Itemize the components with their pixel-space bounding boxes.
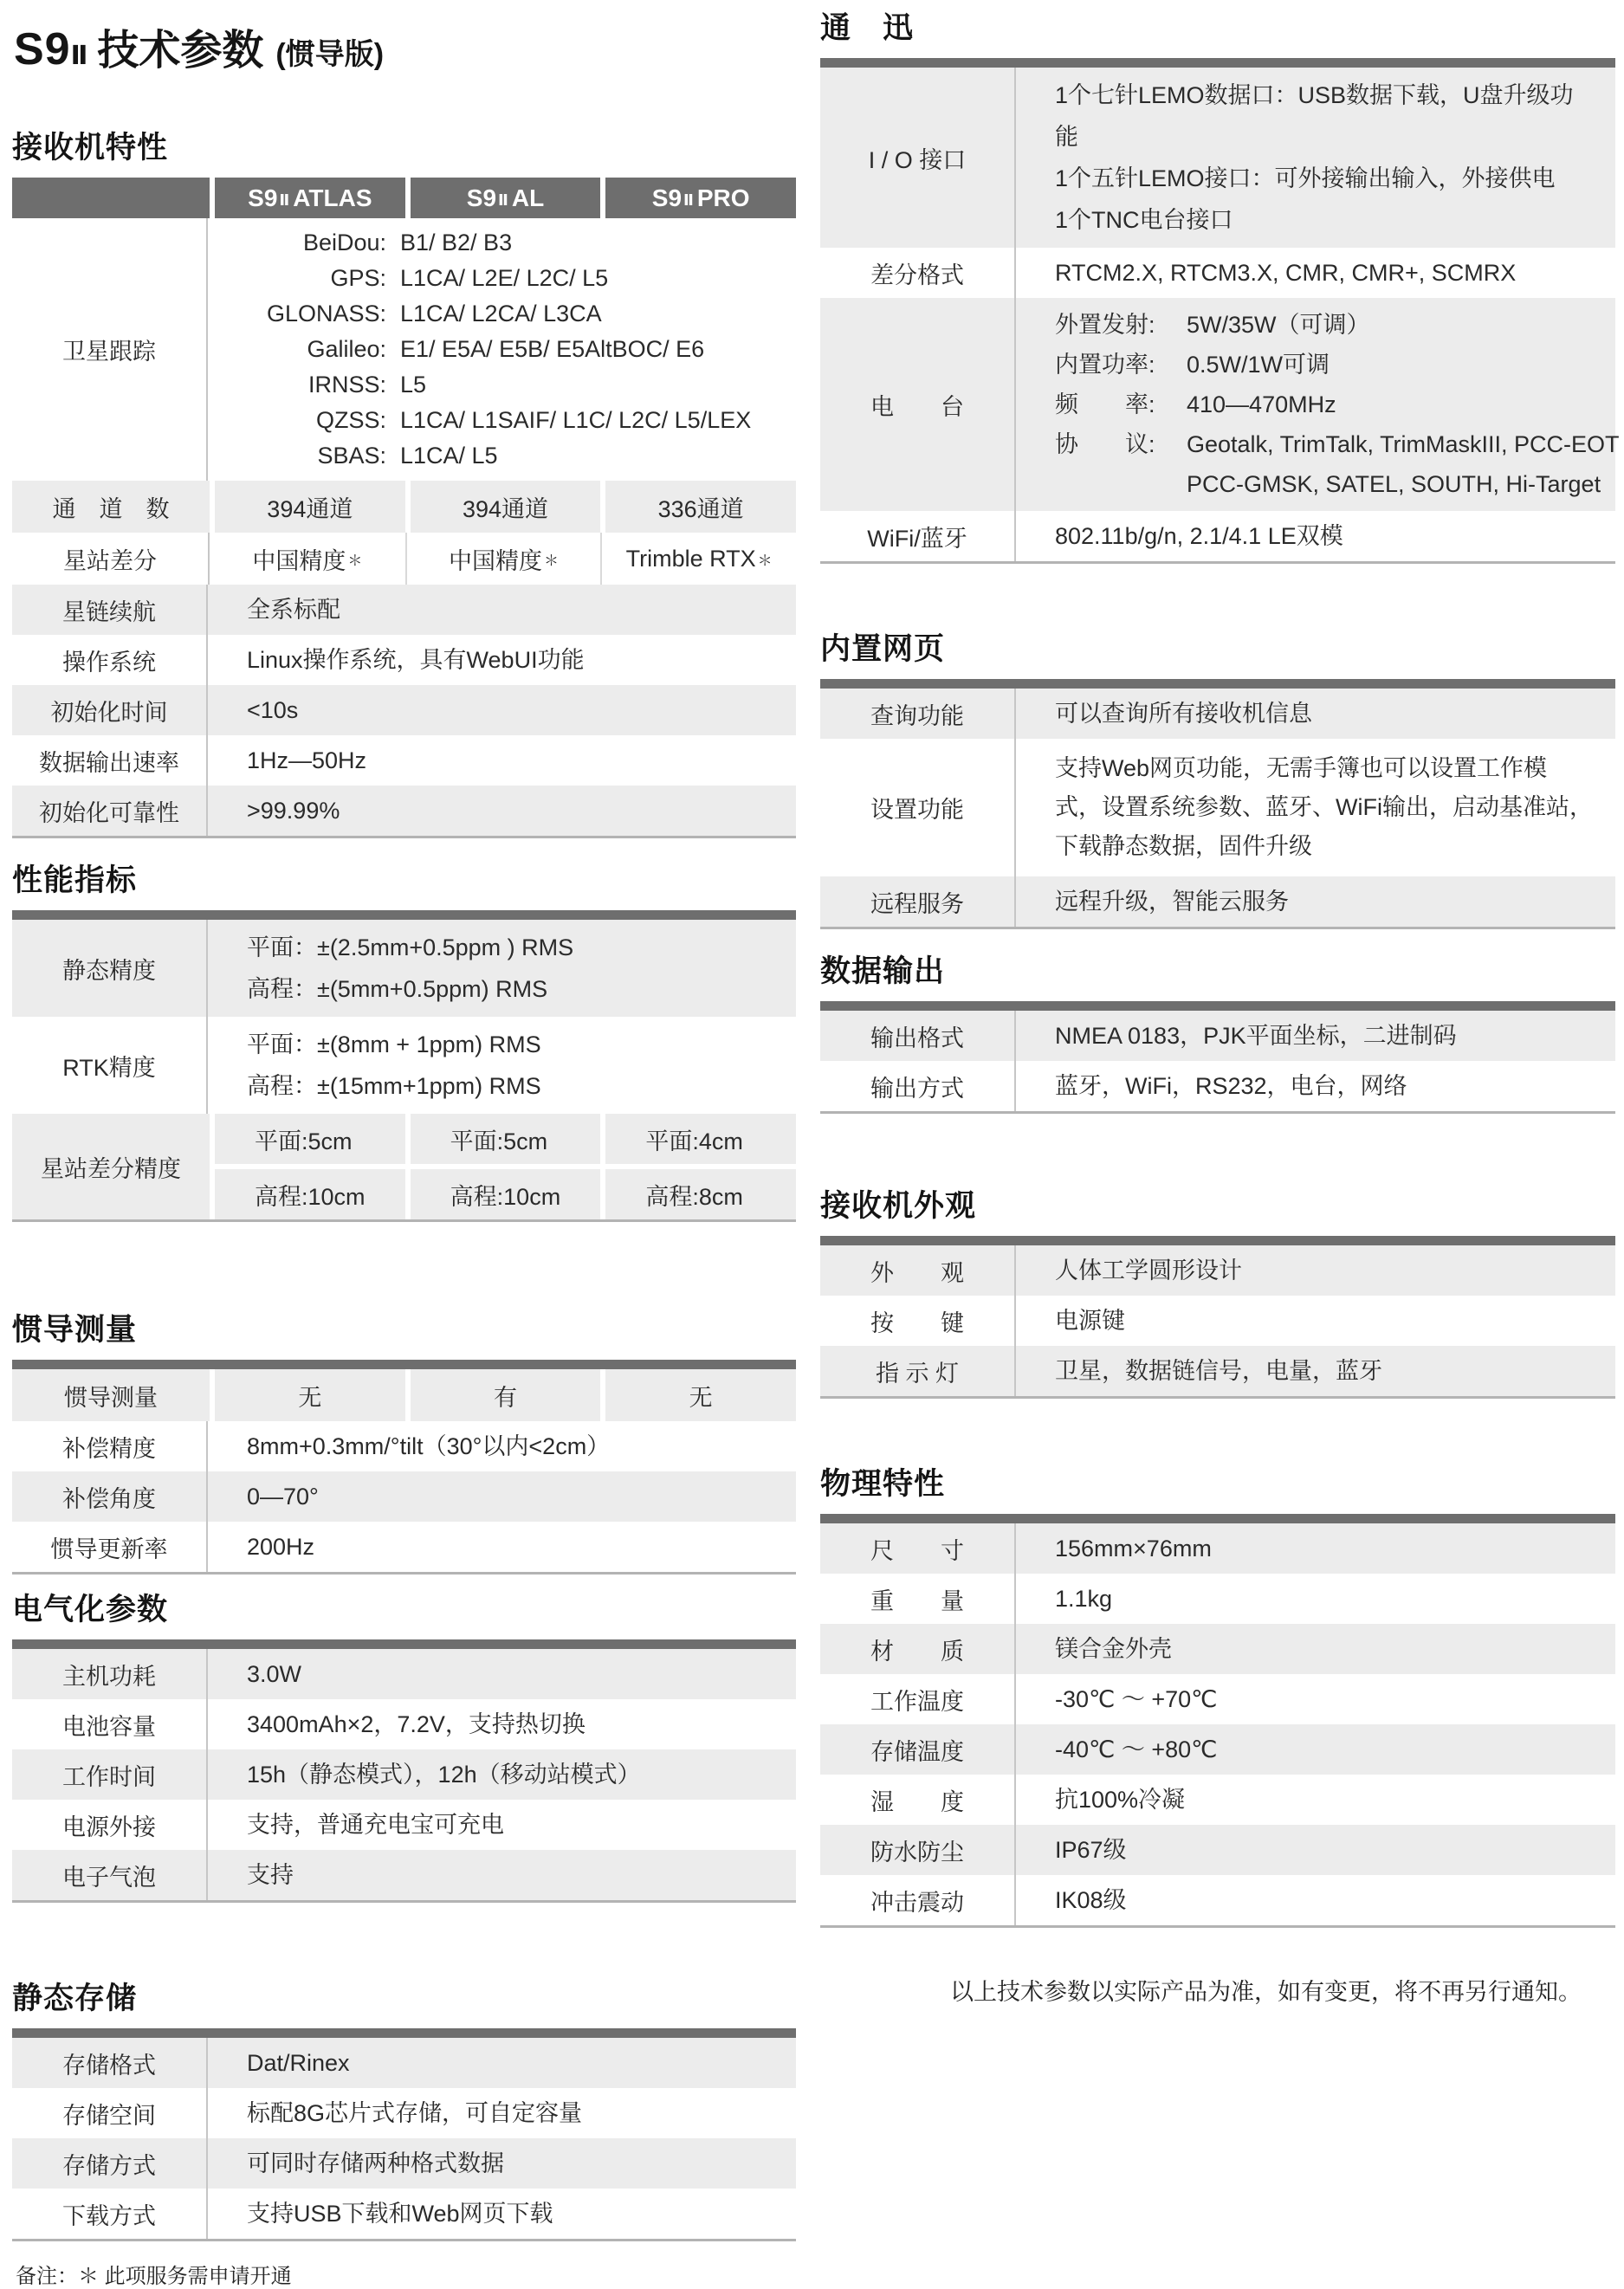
radio-spec-value: Geotalk, TrimTalk, TrimMaskIII, PCC-EOT <box>1187 431 1620 457</box>
page-title <box>14 24 796 81</box>
satellite-frequencies: B1/ B2/ B3 <box>400 230 513 255</box>
section-rule <box>820 1236 1615 1245</box>
model-generation: Ⅱ <box>683 191 694 209</box>
section-rule <box>12 910 796 920</box>
right-sections <box>820 10 1620 1928</box>
spec-row <box>820 1523 1615 1574</box>
spec-row <box>820 1875 1615 1925</box>
spec-table <box>12 920 796 1222</box>
satellite-line <box>241 261 787 296</box>
row-label: 电子气泡 <box>12 1850 208 1900</box>
spec-table <box>12 1649 796 1903</box>
spec-row <box>12 1699 796 1749</box>
spec-row <box>820 1674 1615 1724</box>
spec-row <box>820 298 1620 511</box>
spec-row <box>12 585 796 635</box>
satellite-line <box>241 438 787 474</box>
row-value: 1Hz—50Hz <box>247 747 367 773</box>
value-cell: 平面:4cm <box>605 1114 796 1164</box>
satellite-system: GLONASS: <box>266 301 386 327</box>
radio-spec-value: 5W/35W（可调） <box>1187 312 1370 338</box>
row-label: 冲击震动 <box>820 1875 1016 1925</box>
row-value: 15h（静态模式），12h（移动站模式） <box>247 1762 641 1788</box>
value-cell <box>405 533 601 585</box>
spec-table <box>12 1369 796 1574</box>
section-rule <box>820 1514 1615 1523</box>
value-cell: 高程:8cm <box>605 1169 796 1219</box>
row-value: 3400mAh×2，7.2V，支持热切换 <box>247 1711 586 1737</box>
radio-spec-key <box>1055 464 1187 504</box>
spec-section <box>820 631 1615 929</box>
row-label: 补偿精度 <box>12 1421 208 1471</box>
satellite-system: SBAS: <box>317 443 386 469</box>
section-heading: 静态存储 <box>12 1982 138 2015</box>
left-column <box>12 10 796 2289</box>
value-cell: 高程:10cm <box>215 1169 405 1219</box>
row-label: 远程服务 <box>820 876 1016 927</box>
column-header <box>215 178 405 218</box>
model-name: S9 <box>248 184 278 211</box>
spec-table <box>820 689 1615 929</box>
model-suffix: ATLAS <box>293 184 372 211</box>
right-column <box>820 10 1620 2289</box>
row-label: 存储方式 <box>12 2138 208 2189</box>
row-label: 通 道 数 <box>12 481 210 533</box>
left-sections <box>12 130 796 2241</box>
row-value: 200Hz <box>247 1534 315 1560</box>
row-label: 材 质 <box>820 1624 1016 1674</box>
spec-table <box>820 68 1620 564</box>
spec-row <box>820 68 1615 248</box>
spec-row <box>12 1017 796 1114</box>
section-heading: 惯导测量 <box>12 1313 138 1347</box>
spec-row <box>12 533 796 585</box>
spec-row <box>820 689 1615 739</box>
spec-table <box>820 1011 1615 1114</box>
footnote-star: ＊ <box>347 552 363 569</box>
row-value: 可以查询所有接收机信息 <box>1055 701 1312 727</box>
row-value: 人体工学圆形设计 <box>1055 1258 1242 1284</box>
row-value: 802.11b/g/n, 2.1/4.1 LE双模 <box>1055 523 1343 549</box>
radio-spec-value: 410—470MHz <box>1187 391 1336 417</box>
row-label: 惯导测量 <box>12 1369 210 1421</box>
section-rule <box>820 58 1615 68</box>
row-value: 0—70° <box>247 1484 319 1510</box>
model-name: S9 <box>466 184 497 211</box>
row-label: 重 量 <box>820 1574 1016 1624</box>
cell-text: 394通道 <box>462 495 549 522</box>
row-label: 数据输出速率 <box>12 735 208 786</box>
row-label: 电源外接 <box>12 1800 208 1850</box>
satellite-frequencies: E1/ E5A/ E5B/ E5AltBOC/ E6 <box>400 336 705 362</box>
spec-section <box>820 1466 1615 1928</box>
table-header-row <box>12 178 796 218</box>
radio-spec-value: PCC-GMSK, SATEL, SOUTH, Hi-Target <box>1187 471 1601 497</box>
spec-section <box>12 1312 796 1574</box>
spec-table <box>12 218 796 838</box>
spec-row <box>820 248 1615 298</box>
row-value: 电源键 <box>1055 1308 1125 1334</box>
row-value: Linux操作系统，具有WebUI功能 <box>247 647 585 673</box>
radio-spec-value: 0.5W/1W可调 <box>1187 352 1330 378</box>
row-value: 支持 <box>247 1862 294 1888</box>
value-line: 1个TNC电台接口 <box>1055 207 1233 233</box>
row-value: 标配8G芯片式存储，可自定容量 <box>247 2100 583 2126</box>
value-cell <box>600 533 796 585</box>
column-header-blank <box>12 178 210 218</box>
row-value: >99.99% <box>247 798 340 824</box>
row-value: 3.0W <box>247 1661 302 1687</box>
row-value: IK08级 <box>1055 1887 1127 1913</box>
row-label: I / O 接口 <box>820 68 1016 248</box>
cell-text: 有 <box>493 1384 517 1411</box>
section-heading: 接收机特性 <box>12 131 169 165</box>
spec-row <box>12 2088 796 2138</box>
value-line: 高程：±(15mm+1ppm) RMS <box>247 1073 541 1099</box>
row-value: RTCM2.X, RTCM3.X, CMR, CMR+, SCMRX <box>1055 260 1517 286</box>
value-line: 1个七针LEMO数据口：USB数据下载，U盘升级功能 <box>1055 82 1574 150</box>
row-value: -30℃ ～ +70℃ <box>1055 1686 1218 1712</box>
value-cell <box>215 481 405 533</box>
satellite-frequencies: L1CA/ L1SAIF/ L1C/ L2C/ L5/LEX <box>400 407 752 433</box>
section-heading: 物理特性 <box>820 1467 946 1501</box>
row-label: 初始化时间 <box>12 685 208 735</box>
spec-row <box>12 920 796 1017</box>
row-label: 输出方式 <box>820 1061 1016 1111</box>
satellite-line <box>241 332 787 367</box>
row-value: 蓝牙，WiFi，RS232，电台，网络 <box>1055 1073 1407 1099</box>
radio-spec-key: 内置功率: <box>1055 352 1155 378</box>
section-rule <box>12 2028 796 2038</box>
cell-text: 无 <box>298 1384 322 1411</box>
value-cell: 高程:10cm <box>411 1169 601 1219</box>
row-label: 补偿角度 <box>12 1471 208 1522</box>
row-value: -40℃ ～ +80℃ <box>1055 1736 1218 1762</box>
row-value: 支持，普通充电宝可充电 <box>247 1812 504 1838</box>
row-label: 存储格式 <box>12 2038 208 2088</box>
satellite-system: GPS: <box>330 265 386 291</box>
spec-section <box>820 954 1615 1114</box>
row-value <box>1016 298 1624 511</box>
spec-row <box>820 1724 1615 1775</box>
spec-row <box>820 1061 1615 1111</box>
satellite-system: BeiDou: <box>302 230 386 255</box>
spec-row <box>12 1114 796 1219</box>
row-value: IP67级 <box>1055 1837 1127 1863</box>
row-value: 1.1kg <box>1055 1586 1113 1612</box>
value-cell: 平面:5cm <box>411 1114 601 1164</box>
radio-spec-line <box>1055 305 1620 345</box>
row-label: 防水防尘 <box>820 1825 1016 1875</box>
row-value: 抗100%冷凝 <box>1055 1787 1186 1813</box>
cell-text: 中国精度 <box>252 547 346 574</box>
spec-row <box>12 635 796 685</box>
spec-row <box>12 1522 796 1572</box>
radio-spec-line <box>1055 345 1620 385</box>
section-rule <box>820 679 1615 689</box>
spec-row <box>12 1421 796 1471</box>
value-line: 平面：±(2.5mm+0.5ppm ) RMS <box>247 934 574 960</box>
row-value: 镁合金外壳 <box>1055 1636 1172 1662</box>
radio-spec-key: 协 议: <box>1055 431 1155 457</box>
radio-spec-line <box>1055 424 1620 464</box>
section-heading: 内置网页 <box>820 632 946 666</box>
satellite-line <box>241 225 787 261</box>
row-label: 惯导更新率 <box>12 1522 208 1572</box>
spec-row <box>820 1775 1615 1825</box>
spec-section <box>12 1592 796 1903</box>
section-rule <box>12 1360 796 1369</box>
cell-text: 中国精度 <box>448 547 542 574</box>
row-value <box>208 1017 796 1114</box>
title-model: S9 <box>14 24 71 74</box>
row-value: <10s <box>247 697 299 723</box>
spec-row <box>12 481 796 533</box>
model-suffix: AL <box>511 184 545 211</box>
section-heading: 数据输出 <box>820 954 946 988</box>
spec-row <box>820 876 1615 927</box>
title-model-sub: Ⅱ <box>70 42 89 70</box>
spec-table <box>12 2038 796 2241</box>
value-cell <box>411 481 601 533</box>
model-generation: Ⅱ <box>498 191 508 209</box>
cell-text: 336通道 <box>657 495 744 522</box>
value-cell <box>605 481 796 533</box>
section-rule <box>820 1001 1615 1011</box>
spec-row <box>820 1346 1615 1396</box>
row-label: 初始化可靠性 <box>12 786 208 836</box>
satellite-frequencies: L5 <box>400 372 427 398</box>
row-label: 静态精度 <box>12 920 208 1017</box>
row-value <box>208 920 796 1017</box>
spec-section <box>12 130 796 838</box>
satellite-signal-list <box>208 218 796 481</box>
spec-row <box>12 1369 796 1421</box>
footnote-star: ＊ <box>757 552 773 569</box>
spec-section <box>820 10 1620 564</box>
row-label: 存储温度 <box>820 1724 1016 1775</box>
spec-row <box>820 1825 1615 1875</box>
radio-spec-line <box>1055 464 1620 504</box>
row-value: 全系标配 <box>247 597 340 623</box>
model-suffix: PRO <box>696 184 750 211</box>
satellite-system: QZSS: <box>315 407 386 433</box>
satellite-line <box>241 367 787 403</box>
footnote-left: 备注：＊ 此项服务需申请开通 <box>16 2265 292 2288</box>
value-line: 高程：±(5mm+0.5ppm) RMS <box>247 976 548 1002</box>
row-label: 设置功能 <box>820 739 1016 876</box>
section-heading: 电气化参数 <box>12 1593 169 1626</box>
row-value: 8mm+0.3mm/°tilt（30°以内<2cm） <box>247 1433 611 1459</box>
spec-row <box>12 786 796 836</box>
row-label: 尺 寸 <box>820 1523 1016 1574</box>
spec-row <box>12 2138 796 2189</box>
row-label: 工作温度 <box>820 1674 1016 1724</box>
section-heading: 性能指标 <box>12 863 138 897</box>
spec-row <box>820 511 1615 561</box>
cell-text: 无 <box>689 1384 713 1411</box>
row-label: 工作时间 <box>12 1749 208 1800</box>
spec-row <box>820 1624 1615 1674</box>
spec-row <box>12 218 796 481</box>
spec-row <box>820 1296 1615 1346</box>
spec-row <box>12 685 796 735</box>
spec-row <box>12 1749 796 1800</box>
satellite-line <box>241 403 787 438</box>
row-label: 操作系统 <box>12 635 208 685</box>
row-value: NMEA 0183，PJK平面坐标，二进制码 <box>1055 1023 1457 1049</box>
cell-text: Trimble RTX <box>625 545 756 572</box>
column-header <box>605 178 796 218</box>
row-label: 卫星跟踪 <box>12 218 208 481</box>
row-value: 156mm×76mm <box>1055 1536 1212 1562</box>
value-line: 1个五针LEMO接口：可外接输出输入，外接供电 <box>1055 165 1556 191</box>
row-label: 输出格式 <box>820 1011 1016 1061</box>
spec-section <box>12 1981 796 2241</box>
spec-row <box>12 1850 796 1900</box>
radio-spec-line <box>1055 385 1620 424</box>
row-label: 星链续航 <box>12 585 208 635</box>
satellite-frequencies: L1CA/ L5 <box>400 443 498 469</box>
model-generation: Ⅱ <box>279 191 290 209</box>
section-heading: 接收机外观 <box>820 1189 977 1223</box>
row-value: 支持USB下载和Web网页下载 <box>247 2201 553 2227</box>
spec-table <box>820 1245 1615 1399</box>
cell-text: 394通道 <box>267 495 353 522</box>
row-value: 可同时存储两种格式数据 <box>247 2150 504 2176</box>
spec-row <box>12 1800 796 1850</box>
spec-row <box>820 1011 1615 1061</box>
satellite-frequencies: L1CA/ L2E/ L2C/ L5 <box>400 265 609 291</box>
spec-row <box>820 739 1615 876</box>
section-rule <box>12 1639 796 1649</box>
value-cell <box>210 533 405 585</box>
row-label: RTK精度 <box>12 1017 208 1114</box>
row-label: 星站差分 <box>12 533 210 585</box>
value-cell: 平面:5cm <box>215 1114 405 1164</box>
spec-section <box>12 863 796 1222</box>
spec-table <box>820 1523 1615 1928</box>
row-label: WiFi/蓝牙 <box>820 511 1016 561</box>
row-value: 支持Web网页功能，无需手簿也可以设置工作模式，设置系统参数、蓝牙、WiFi输出，启动基准站，下载静态数据，固件升级 <box>1055 755 1593 859</box>
spec-section <box>820 1188 1615 1399</box>
row-label: 湿 度 <box>820 1775 1016 1825</box>
row-label: 主机功耗 <box>12 1649 208 1699</box>
title-variant-note: (惯导版) <box>275 38 385 71</box>
column-header <box>411 178 601 218</box>
spec-row <box>12 1471 796 1522</box>
spec-row <box>12 1649 796 1699</box>
section-heading: 通 迅 <box>820 11 915 45</box>
row-label: 存储空间 <box>12 2088 208 2138</box>
row-value: Dat/Rinex <box>247 2050 350 2076</box>
satellite-system: Galileo: <box>307 336 386 362</box>
radio-spec-key: 外置发射: <box>1055 312 1155 338</box>
row-label: 外 观 <box>820 1245 1016 1296</box>
value-cell <box>605 1369 796 1421</box>
value-cell <box>411 1369 601 1421</box>
satellite-system: IRNSS: <box>307 372 386 398</box>
row-label: 电 台 <box>820 298 1016 511</box>
row-label: 查询功能 <box>820 689 1016 739</box>
row-value: 卫星，数据链信号，电量，蓝牙 <box>1055 1358 1382 1384</box>
row-value: 远程升级，智能云服务 <box>1055 889 1289 915</box>
row-value <box>1016 68 1615 248</box>
spec-row <box>12 735 796 786</box>
radio-spec-key: 频 率: <box>1055 391 1155 417</box>
model-name: S9 <box>651 184 683 211</box>
value-cell <box>215 1369 405 1421</box>
spec-row <box>12 2189 796 2239</box>
satellite-line <box>241 296 787 332</box>
row-label: 按 键 <box>820 1296 1016 1346</box>
value-line: 平面：±(8mm + 1ppm) RMS <box>247 1031 541 1057</box>
footnote-right: 以上技术参数以实际产品为准，如有变更，将不再另行通知。 <box>950 1979 1582 2005</box>
spec-row <box>820 1574 1615 1624</box>
footnote-star: ＊ <box>543 552 559 569</box>
title-text: 技术参数 <box>97 28 264 74</box>
satellite-frequencies: L1CA/ L2CA/ L3CA <box>400 301 602 327</box>
row-label: 下载方式 <box>12 2189 208 2239</box>
row-label: 指 示 灯 <box>820 1346 1016 1396</box>
row-label: 差分格式 <box>820 248 1016 298</box>
spec-row <box>820 1245 1615 1296</box>
spec-row <box>12 2038 796 2088</box>
row-label: 星站差分精度 <box>12 1114 210 1219</box>
row-label: 电池容量 <box>12 1699 208 1749</box>
